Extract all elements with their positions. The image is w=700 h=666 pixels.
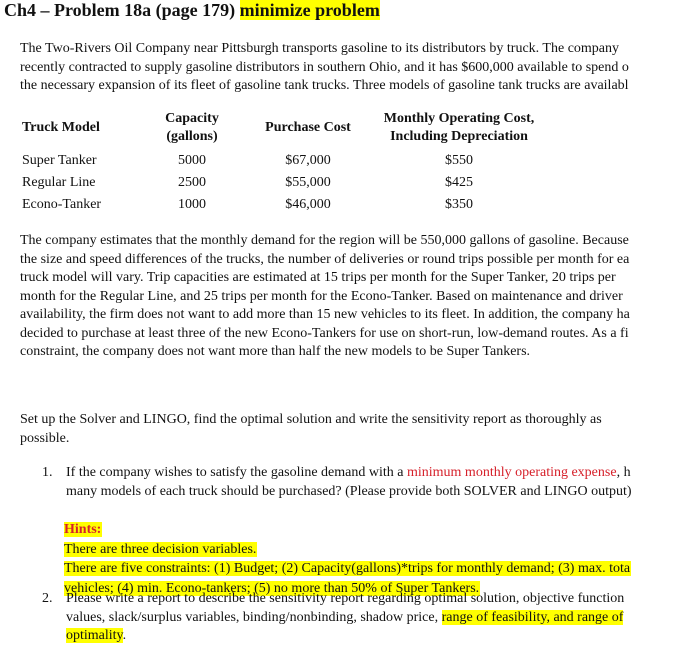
header-capacity: Capacity (gallons) xyxy=(165,111,219,144)
page-title xyxy=(4,0,380,20)
body-line: month for the Regular Line, and 25 trips per month for the Econo-Tanker. Based on maintenance and driver xyxy=(20,288,623,304)
cell-capacity: 1000 xyxy=(178,197,206,212)
question-1-number: 1. xyxy=(42,465,53,480)
intro-line: the necessary expansion of its fleet of gasoline tank trucks. Three models of gasoline tank trucks are availabl xyxy=(20,78,629,93)
body-line: The company estimates that the monthly demand for the region will be 550,000 gallons of gasoline. Because xyxy=(20,233,629,248)
body-line: availability, the firm does not want to add more than 15 new vehicles to its fleet. In addition, the company ha xyxy=(20,307,630,322)
body-paragraph xyxy=(20,232,700,362)
hint-line: There are three decision variables. xyxy=(64,541,257,557)
table-row xyxy=(22,194,548,216)
intro-paragraph xyxy=(20,40,700,96)
intro-line: The Two-Rivers Oil Company near Pittsburgh transports gasoline to its distributors by truck. The company xyxy=(20,41,620,56)
question-2-highlight: range of feasibility, and range of xyxy=(441,609,624,625)
hint-line: vehicles; (4) min. Econo-tankers; (5) no more than 50% of Super Tankers. xyxy=(64,580,480,596)
hints-box xyxy=(64,520,631,598)
cell-model: Econo-Tanker xyxy=(22,197,102,212)
question-2-number: 2. xyxy=(42,591,53,606)
setup-line: Set up the Solver and LINGO, find the optimal solution and write the sensitivity report as thoroughly as xyxy=(20,412,602,427)
table-row xyxy=(22,172,548,194)
question-2-highlight: optimality xyxy=(66,628,123,643)
header-purchase-cost: Purchase Cost xyxy=(265,120,351,135)
header-truck-model: Truck Model xyxy=(22,120,100,135)
intro-line: recently contracted to supply gasoline distributors in southern Ohio, and it has $600,000 available to spend o xyxy=(20,59,629,75)
truck-table xyxy=(22,110,548,216)
question-1-text: If the company wishes to satisfy the gasoline demand with a minimum monthly operating expense, h many models of each truck should be purchased? (Please provide both SOLVER and LINGO output) xyxy=(66,465,632,499)
setup-paragraph xyxy=(20,411,700,448)
hints-label: Hints: xyxy=(64,522,102,537)
cell-operating: $425 xyxy=(445,175,473,190)
question-1-emphasis: minimum monthly operating expense xyxy=(406,465,617,480)
question-2 xyxy=(42,590,700,650)
title-prefix: Ch4 – Problem 18a (page 179) xyxy=(4,0,240,20)
cell-operating: $350 xyxy=(445,197,473,212)
body-line: constraint, the company does not want more than half the new models to be Super Tankers. xyxy=(20,344,531,359)
cell-cost: $67,000 xyxy=(285,153,331,168)
cell-model: Super Tanker xyxy=(22,153,97,168)
setup-line: possible. xyxy=(20,430,70,446)
title-highlight: minimize problem xyxy=(239,0,380,20)
table-header-row xyxy=(22,110,548,146)
body-line: decided to purchase at least three of the new Econo-Tankers for use on short-run, low-demand routes. As a fi xyxy=(20,325,629,341)
cell-model: Regular Line xyxy=(22,175,96,190)
question-2-text: Please write a report to describe the sensitivity report regarding optimal solution, objective function values, slack/surplus variables, binding/nonbinding, shadow price, range of feasibility, and range of optimality. xyxy=(66,591,625,643)
cell-capacity: 2500 xyxy=(178,175,206,190)
hint-line: There are five constraints: (1) Budget; (2) Capacity(gallons)*trips for monthly demand; (3) max. tota xyxy=(64,561,631,576)
cell-cost: $55,000 xyxy=(285,175,331,190)
table-row xyxy=(22,150,548,172)
body-line: truck model will vary. Trip capacities are estimated at 15 trips per month for the Super Tanker, 20 trips per xyxy=(20,270,616,285)
question-1 xyxy=(42,464,700,504)
header-operating-cost: Monthly Operating Cost, Including Depreciation xyxy=(383,111,535,144)
cell-cost: $46,000 xyxy=(285,197,331,212)
cell-operating: $550 xyxy=(445,153,473,168)
body-line: the size and speed differences of the trucks, the number of deliveries or round trips possible per month for ea xyxy=(20,251,630,267)
cell-capacity: 5000 xyxy=(178,153,206,168)
